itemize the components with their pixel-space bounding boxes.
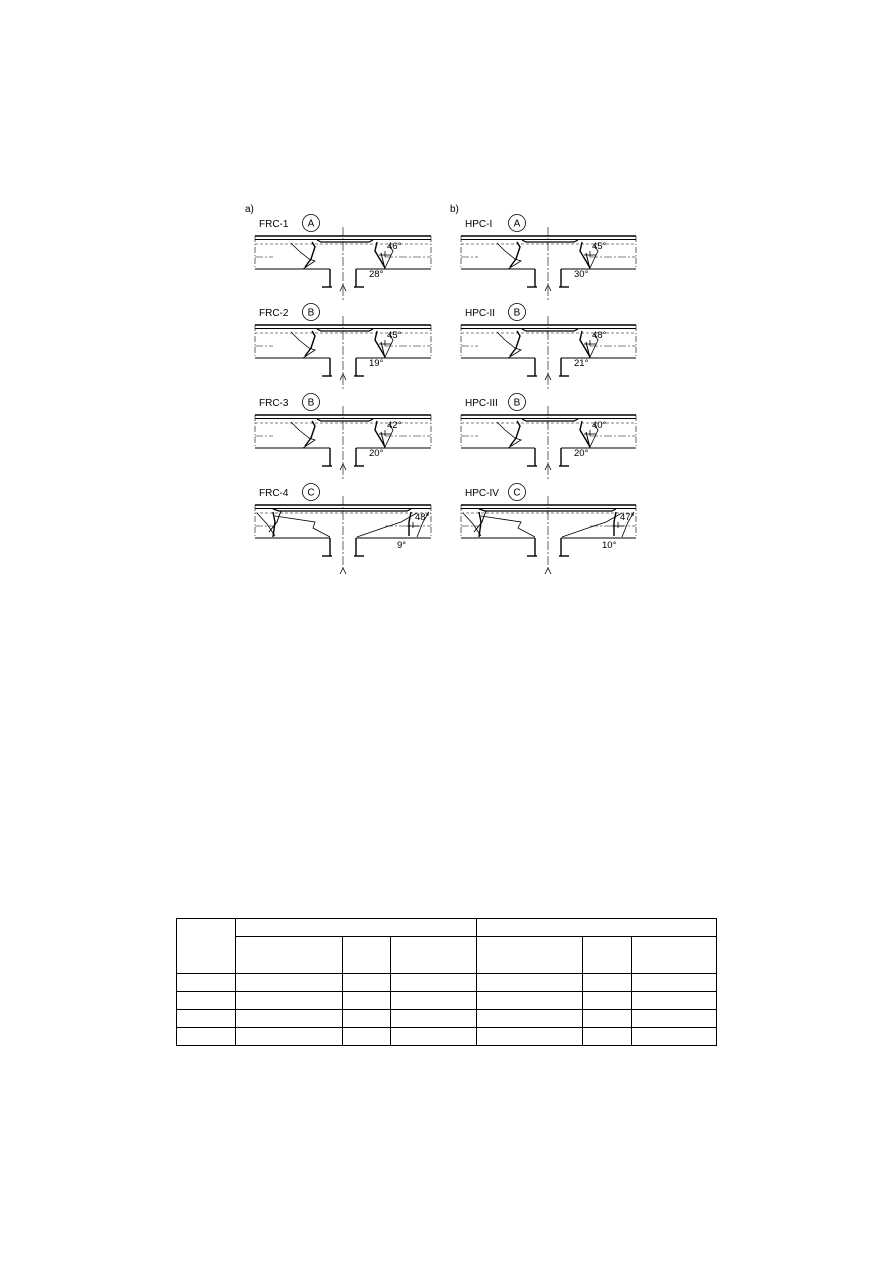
specimen-name: HPC-IV	[465, 488, 499, 499]
column-a	[245, 204, 431, 574]
table-cell	[236, 992, 343, 1010]
table-header-specimen	[177, 919, 236, 974]
table-cell	[477, 1010, 583, 1028]
results-table	[176, 918, 717, 1046]
table-header-row-1	[177, 919, 717, 937]
specimen-type-label: B	[513, 397, 521, 409]
table-cell	[632, 992, 717, 1010]
specimen-frc-1	[255, 215, 431, 302]
specimen-type-label: B	[307, 397, 315, 409]
column-a-label: a)	[245, 204, 254, 215]
crack-line	[257, 513, 275, 536]
angle-top-label: 45°	[592, 241, 607, 252]
table-cell	[236, 1028, 343, 1046]
angle-bottom-label: 30°	[574, 269, 589, 280]
specimen-name: HPC-III	[465, 398, 498, 409]
crack-left-main	[305, 331, 315, 356]
crack-line	[357, 513, 417, 537]
table-header-group-a	[236, 919, 477, 937]
angle-bottom-label: 28°	[369, 269, 384, 280]
table-subheader	[583, 937, 632, 974]
specimen-name: HPC-II	[465, 308, 495, 319]
crack-left-main	[305, 242, 315, 267]
table-cell	[177, 1028, 236, 1046]
crack-trapezoid	[479, 509, 616, 511]
angle-top-label: 42°	[387, 420, 402, 431]
column-b-label: b)	[450, 204, 459, 215]
column-b	[450, 204, 636, 574]
crack-vertical	[614, 512, 616, 536]
crack-trapezoid	[317, 240, 373, 242]
specimen-name: FRC-1	[259, 219, 289, 230]
angle-bottom-label: 20°	[369, 448, 384, 459]
crack-left-main	[305, 421, 315, 446]
table-cell	[343, 974, 391, 992]
table-subheader	[391, 937, 477, 974]
table-cell	[343, 1010, 391, 1028]
crack-trapezoid	[273, 509, 411, 511]
table-cell	[177, 1010, 236, 1028]
specimen-name: FRC-2	[259, 308, 289, 319]
specimen-hpc-iv	[461, 484, 636, 575]
table-cell	[236, 974, 343, 992]
specimen-type-label: B	[513, 307, 521, 319]
table-cell	[343, 1028, 391, 1046]
crack-trapezoid	[317, 419, 373, 421]
specimen-frc-4	[255, 484, 431, 575]
table-cell	[236, 1010, 343, 1028]
angle-bottom-label: 19°	[369, 358, 384, 369]
specimen-hpc-ii	[461, 304, 636, 391]
crack-line	[481, 516, 535, 537]
specimen-type-label: A	[513, 218, 521, 230]
angle-top-label: 40°	[592, 420, 607, 431]
angle-bottom-label: 20°	[574, 448, 589, 459]
table-cell	[632, 974, 717, 992]
specimen-name: FRC-3	[259, 398, 289, 409]
table-cell	[632, 1028, 717, 1046]
table-cell	[477, 1028, 583, 1046]
table-cell	[391, 974, 477, 992]
table-subheader	[632, 937, 717, 974]
specimen-frc-3	[255, 394, 431, 481]
angle-top-label: 46°	[387, 241, 402, 252]
table-cell	[177, 992, 236, 1010]
crack-trapezoid	[522, 329, 578, 331]
crack-left-main	[510, 331, 520, 356]
specimen-hpc-iii	[461, 394, 636, 481]
crack-left-main	[510, 421, 520, 446]
specimen-type-label: A	[307, 218, 315, 230]
table-cell	[583, 1028, 632, 1046]
table-row	[177, 1028, 717, 1046]
table-cell	[583, 992, 632, 1010]
table-cell	[343, 992, 391, 1010]
angle-bottom-label: 9°	[397, 540, 407, 551]
table-subheader	[236, 937, 343, 974]
crack-trapezoid	[317, 329, 373, 331]
table-cell	[477, 992, 583, 1010]
table-cell	[632, 1010, 717, 1028]
angle-bottom-label: 10°	[602, 540, 617, 551]
table-cell	[177, 974, 236, 992]
specimen-type-label: B	[307, 307, 315, 319]
specimen-type-label: C	[307, 487, 315, 499]
table-cell	[391, 992, 477, 1010]
angle-top-label: 47°	[620, 512, 635, 523]
specimen-name: HPC-I	[465, 219, 493, 230]
angle-top-label: 48°	[592, 330, 607, 341]
table-row	[177, 992, 717, 1010]
angle-top-label: 48°	[415, 512, 430, 523]
table-row	[177, 1010, 717, 1028]
table-header-group-b	[477, 919, 717, 937]
table-row	[177, 974, 717, 992]
table-cell	[477, 974, 583, 992]
crack-trapezoid	[522, 419, 578, 421]
crack-line	[562, 513, 622, 537]
angle-top-label: 45°	[387, 330, 402, 341]
crack-left-main	[510, 242, 520, 267]
table-subheader	[343, 937, 391, 974]
table-cell	[391, 1028, 477, 1046]
crack-line	[463, 513, 481, 536]
crack-vertical	[409, 512, 411, 536]
angle-bottom-label: 21°	[574, 358, 589, 369]
table-header-row-2	[177, 937, 717, 974]
table-cell	[583, 974, 632, 992]
table-cell	[583, 1010, 632, 1028]
specimen-hpc-i	[461, 215, 636, 302]
crack-line	[275, 516, 330, 537]
specimen-type-label: C	[513, 487, 521, 499]
crack-trapezoid	[522, 240, 578, 242]
specimen-frc-2	[255, 304, 431, 391]
table-cell	[391, 1010, 477, 1028]
table-subheader	[477, 937, 583, 974]
specimen-name: FRC-4	[259, 488, 289, 499]
